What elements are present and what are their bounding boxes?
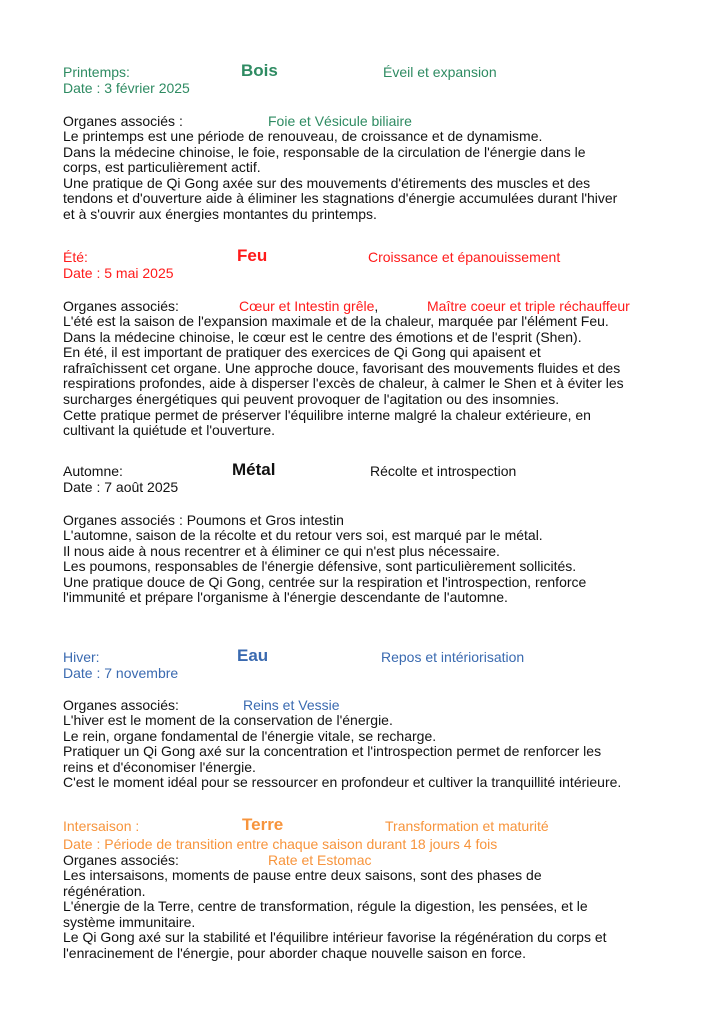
season-theme: Croissance et épanouissement — [368, 249, 561, 265]
organs-value: Reins et Vessie — [243, 697, 340, 713]
body-line: reins et d'économiser l'énergie. — [63, 758, 256, 775]
body-line: tendons et d'ouverture aide à éliminer les stagnations d'énergie accumulées durant l'hiver — [63, 190, 618, 207]
element-name: Feu — [237, 246, 268, 265]
body-line: respirations profondes, aide à disperser l'excès de chaleur, à calmer le Shen et à éviter les — [63, 375, 624, 392]
body-line: Cette pratique permet de préserver l'équilibre interne malgré la chaleur extérieure, en — [63, 406, 591, 423]
season-date: Date : 5 mai 2025 — [63, 265, 174, 281]
body-line: Une pratique douce de Qi Gong, centrée sur la respiration et l'introspection, renforce — [63, 573, 587, 590]
organs-value: Rate et Estomac — [268, 852, 372, 868]
organs-label: Organes associés : Poumons et Gros intestin — [63, 512, 344, 528]
body-line: L'énergie de la Terre, centre de transformation, régule la digestion, les pensées, et le — [63, 898, 588, 915]
season-date: Date : 7 novembre — [63, 665, 179, 681]
season-label: Hiver: — [63, 649, 100, 665]
season-theme: Transformation et maturité — [385, 818, 549, 834]
season-label: Printemps: — [63, 64, 130, 80]
season-date: Date : Période de transition entre chaque saison durant 18 jours 4 fois — [63, 836, 498, 852]
section-body — [63, 868, 663, 962]
season-theme: Repos et intériorisation — [381, 649, 525, 665]
body-line: l'immunité et prépare l'organisme à l'énergie descendante de l'automne. — [63, 589, 508, 606]
body-line: L'hiver est le moment de la conservation de l'énergie. — [63, 712, 393, 728]
season-date: Date : 7 août 2025 — [63, 479, 179, 495]
body-line: Le printemps est une période de renouveau, de croissance et de dynamisme. — [63, 128, 543, 144]
section-body — [63, 314, 663, 439]
body-line: rafraîchissent cet organe. Une approche douce, favorisant des mouvements fluides et des — [63, 359, 621, 376]
organs-label: Organes associés: — [63, 852, 179, 868]
organs-label: Organes associés: — [63, 697, 179, 713]
body-line: En été, il est important de pratiquer des exercices de Qi Gong qui apaisent et — [63, 344, 541, 361]
body-line: l'enracinement de l'énergie, pour aborder chaque nouvelle saison en force. — [63, 944, 526, 961]
organs-separator: , — [374, 298, 379, 314]
body-line: Les intersaisons, moments de pause entre deux saisons, sont des phases de — [63, 867, 542, 883]
body-line: L'automne, saison de la récolte et du retour vers soi, est marqué par le métal. — [63, 527, 543, 543]
season-label: Été: — [63, 249, 88, 265]
body-line: Pratiquer un Qi Gong axé sur la concentration et l'introspection permet de renforcer les — [63, 743, 602, 760]
body-line: Le Qi Gong axé sur la stabilité et l'équilibre intérieur favorise la régénération du corps et — [63, 929, 607, 946]
season-label: Intersaison : — [63, 818, 140, 834]
element-name: Terre — [242, 815, 284, 834]
body-line: et à s'ouvrir aux énergies montantes du printemps. — [63, 205, 377, 222]
organs-secondary: Maître coeur et triple réchauffeur — [427, 298, 630, 314]
body-line: système immunitaire. — [63, 913, 196, 930]
element-name: Bois — [241, 61, 278, 80]
body-line: cultivant la quiétude et l'ouverture. — [63, 422, 276, 439]
organs-value: Foie et Vésicule biliaire — [268, 113, 412, 129]
season-date: Date : 3 février 2025 — [63, 80, 190, 96]
body-line: régénération. — [63, 882, 146, 899]
section-body — [63, 713, 663, 791]
body-line: Dans la médecine chinoise, le cœur est le centre des émotions et de l'esprit (Shen). — [63, 328, 582, 345]
season-theme: Éveil et expansion — [383, 64, 497, 80]
body-line: Les poumons, responsables de l'énergie défensive, sont particulièrement sollicités. — [63, 558, 577, 575]
season-label: Automne: — [63, 463, 123, 479]
season-theme: Récolte et introspection — [370, 463, 517, 479]
body-line: surcharges énergétiques qui peuvent provoquer de l'agitation ou des insomnies. — [63, 390, 560, 407]
organs-label: Organes associés : — [63, 113, 183, 129]
organs-label: Organes associés: — [63, 298, 179, 314]
organs-value — [239, 298, 378, 314]
element-name: Métal — [232, 460, 276, 479]
organs-primary: Cœur et Intestin grêle — [239, 298, 375, 314]
body-line: Le rein, organe fondamental de l'énergie vitale, se recharge. — [63, 727, 437, 744]
body-line: Une pratique de Qi Gong axée sur des mouvements d'étirements des muscles et des — [63, 174, 591, 191]
body-line: corps, est particulièrement actif. — [63, 159, 261, 176]
section-body — [63, 129, 663, 223]
body-line: Dans la médecine chinoise, le foie, responsable de la circulation de l'énergie dans le — [63, 143, 586, 160]
body-line: Il nous aide à nous recentrer et à éliminer ce qui n'est plus nécessaire. — [63, 542, 500, 559]
body-line: L'été est la saison de l'expansion maximale et de la chaleur, marquée par l'élément Feu. — [63, 313, 609, 329]
element-name: Eau — [237, 646, 269, 665]
body-line: C'est le moment idéal pour se ressourcer en profondeur et cultiver la tranquillité intérieure. — [63, 774, 622, 791]
section-body — [63, 528, 663, 606]
